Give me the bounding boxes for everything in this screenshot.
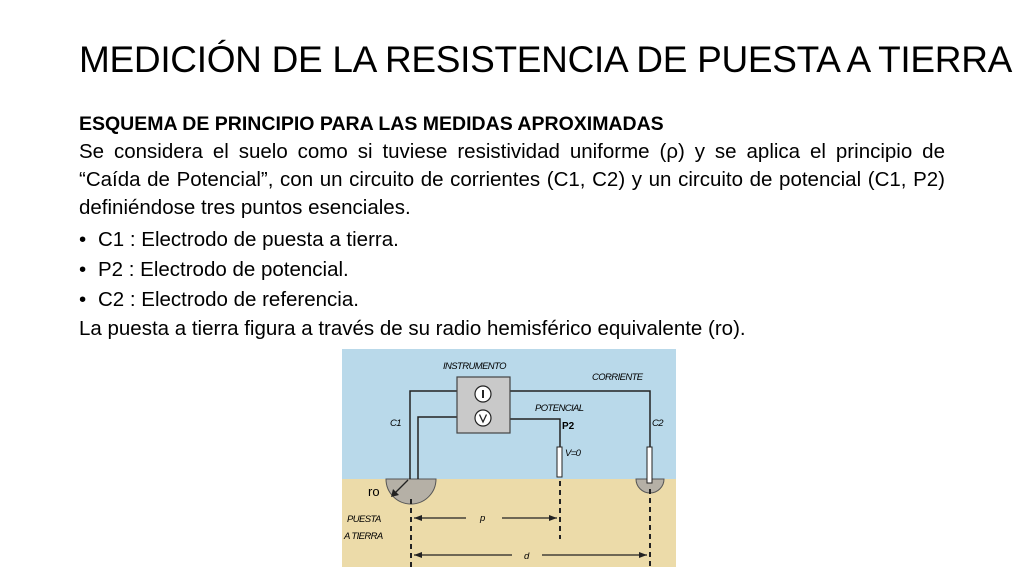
closing-paragraph: La puesta a tierra figura a través de su radio hemisférico equivalente (ro).	[79, 317, 746, 340]
slide-subtitle: ESQUEMA DE PRINCIPIO PARA LAS MEDIDAS APROXIMADAS	[79, 113, 664, 135]
list-item-text: C1 : Electrodo de puesta a tierra.	[98, 228, 399, 251]
diagram-svg	[342, 349, 676, 567]
c1-label: C1	[390, 418, 401, 429]
puesta-label-line1: PUESTA	[347, 514, 381, 525]
list-item	[79, 255, 399, 285]
bullet-icon: •	[79, 288, 87, 311]
list-item	[79, 225, 399, 255]
ro-label: ro	[368, 484, 380, 499]
d-dimension-label: d	[524, 551, 529, 562]
grounding-diagram	[342, 349, 676, 567]
electrode-list	[79, 225, 399, 315]
bullet-icon: •	[79, 228, 87, 251]
slide-title: MEDICIÓN DE LA RESISTENCIA DE PUESTA A TIERRA	[79, 39, 1012, 80]
list-item-text: P2 : Electrodo de potencial.	[98, 258, 349, 281]
c2-electrode	[647, 447, 652, 483]
p2-electrode	[557, 447, 562, 477]
p2-label: P2	[562, 421, 575, 432]
v0-label: V=0	[565, 448, 581, 459]
instrument-label: INSTRUMENTO	[443, 361, 506, 372]
c2-label: C2	[652, 418, 663, 429]
puesta-label-line2: A TIERRA	[344, 531, 383, 542]
list-item	[79, 285, 399, 315]
potencial-label: POTENCIAL	[535, 403, 584, 414]
corriente-label: CORRIENTE	[592, 372, 643, 383]
list-item-text: C2 : Electrodo de referencia.	[98, 288, 359, 311]
p-dimension-label: p	[480, 513, 485, 524]
bullet-icon: •	[79, 258, 87, 281]
intro-paragraph: Se considera el suelo como si tuviese resistividad uniforme (ρ) y se aplica el principio de “Caída de Potencial”, con un circuito de corrientes (C1, C2) y un circuito de potencial (C1, P2) definiéndose tres puntos esenciales.	[79, 140, 945, 219]
voltmeter-icon	[475, 410, 491, 426]
